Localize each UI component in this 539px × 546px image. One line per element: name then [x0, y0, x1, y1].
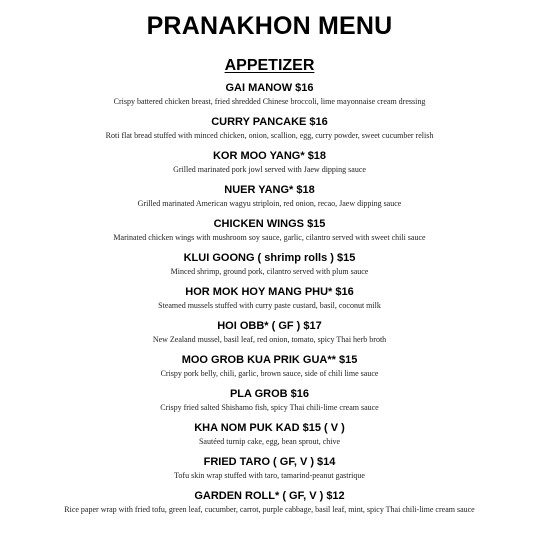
menu-item — [0, 489, 539, 523]
menu-item — [0, 455, 539, 489]
menu-item — [0, 251, 539, 285]
item-name: KOR MOO YANG* $18 — [212, 150, 327, 162]
item-name: FRIED TARO ( GF, V ) $14 — [203, 456, 336, 468]
menu-item — [0, 319, 539, 353]
item-name: HOR MOK HOY MANG PHU* $16 — [185, 286, 354, 298]
item-name: CURRY PANCAKE $16 — [211, 116, 328, 128]
item-name: GAI MANOW $16 — [225, 82, 314, 94]
menu-item — [0, 217, 539, 251]
item-description: New Zealand mussel, basil leaf, red onion, tomato, spicy Thai herb broth — [152, 335, 387, 344]
menu-item — [0, 115, 539, 149]
item-name: KHA NOM PUK KAD $15 ( V ) — [194, 422, 345, 434]
item-description: Steamed mussels stuffed with curry paste custard, basil, coconut milk — [158, 301, 381, 310]
appetizer-list — [0, 81, 539, 523]
menu-title: PRANAKHON MENU — [146, 12, 393, 40]
item-description: Crispy fried salted Shishamo fish, spicy Thai chili-lime cream sauce — [160, 403, 379, 412]
item-name: GARDEN ROLL* ( GF, V ) $12 — [194, 490, 345, 502]
item-description: Grilled marinated American wagyu striploin, red onion, recao, Jaew dipping sauce — [137, 199, 402, 208]
item-description: Sautéed turnip cake, egg, bean sprout, chive — [198, 437, 341, 446]
item-description: Roti flat bread stuffed with minced chicken, onion, scallion, egg, curry powder, sweet cucumber relish — [105, 131, 434, 140]
menu-item — [0, 353, 539, 387]
menu-item — [0, 421, 539, 455]
item-name: CHICKEN WINGS $15 — [213, 218, 326, 230]
menu-item — [0, 81, 539, 115]
item-name: NUER YANG* $18 — [224, 184, 315, 196]
item-description: Crispy pork belly, chili, garlic, brown sauce, side of chili lime sauce — [160, 369, 379, 378]
menu-item — [0, 149, 539, 183]
item-description: Tofu skin wrap stuffed with taro, tamarind-peanut gastrique — [174, 471, 365, 480]
item-name: PLA GROB $16 — [229, 388, 310, 400]
menu-item — [0, 387, 539, 421]
item-description: Grilled marinated pork jowl served with Jaew dipping sauce — [173, 165, 366, 174]
menu-item — [0, 183, 539, 217]
item-name: KLUI GOONG ( shrimp rolls ) $15 — [183, 252, 356, 264]
item-description: Marinated chicken wings with mushroom soy sauce, garlic, cilantro served with sweet chili sauce — [113, 233, 426, 242]
menu-item — [0, 285, 539, 319]
item-description: Rice paper wrap with fried tofu, green leaf, cucumber, carrot, purple cabbage, basil leaf, mint, spicy Thai chili-lime cream sauce — [64, 505, 475, 514]
section-title-appetizer: APPETIZER — [224, 57, 315, 74]
item-name: MOO GROB KUA PRIK GUA** $15 — [181, 354, 358, 366]
item-description: Crispy battered chicken breast, fried shredded Chinese broccoli, lime mayonnaise cream dressing — [113, 97, 426, 106]
item-description: Minced shrimp, ground pork, cilantro served with plum sauce — [170, 267, 369, 276]
item-name: HOI OBB* ( GF ) $17 — [217, 320, 322, 332]
